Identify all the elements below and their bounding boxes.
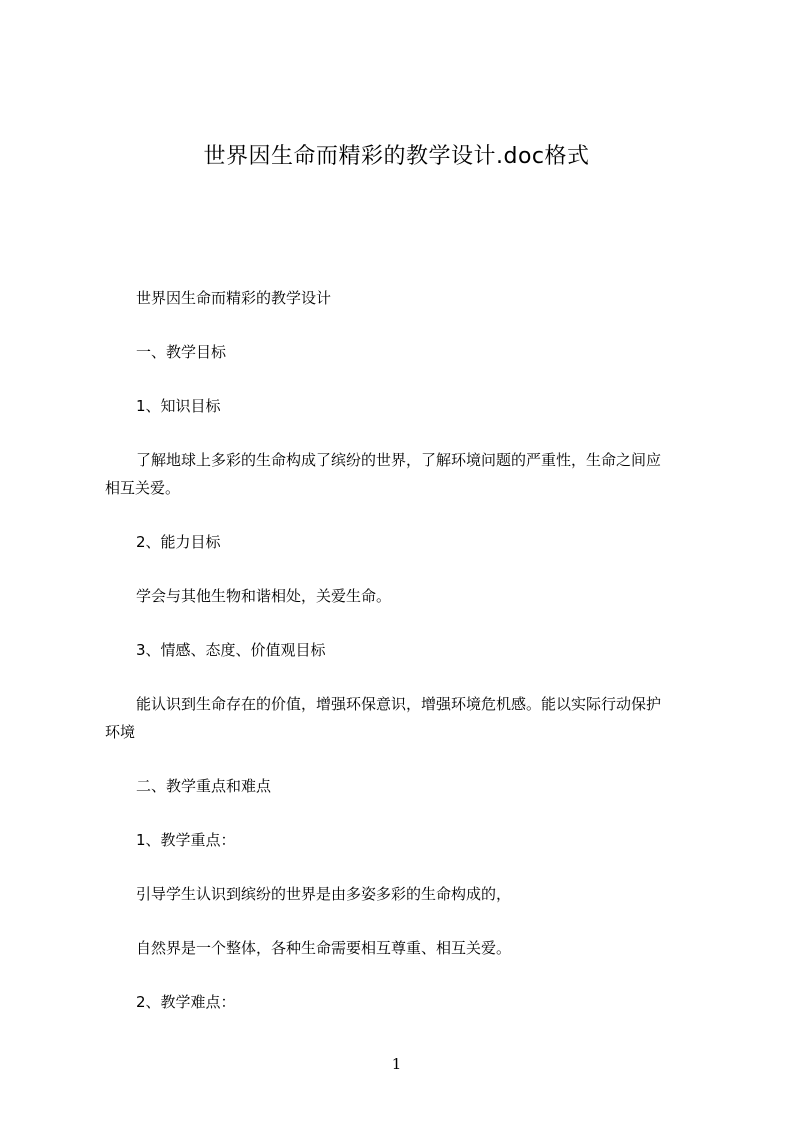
subheading-ability-objective: 2、能力目标: [136, 533, 221, 551]
page-number: 1: [391, 1055, 402, 1073]
paragraph-subtitle: 世界因生命而精彩的教学设计: [136, 289, 332, 307]
paragraph-focus-content-1: 引导学生认识到缤纷的世界是由多姿多彩的生命构成的，: [136, 885, 512, 903]
paragraph-knowledge-line1: 了解地球上多彩的生命构成了缤纷的世界，了解环境问题的严重性，生命之间应: [136, 451, 662, 469]
section-heading-objectives: 一、教学目标: [136, 343, 227, 361]
subheading-teaching-difficulty: 2、教学难点：: [136, 993, 236, 1011]
paragraph-focus-content-2: 自然界是一个整体，各种生命需要相互尊重、相互关爱。: [136, 939, 512, 957]
paragraph-knowledge-line2: 相互关爱。: [105, 479, 181, 497]
paragraph-emotion-content: [105, 690, 711, 746]
subheading-teaching-focus: 1、教学重点：: [136, 831, 236, 849]
subheading-knowledge-objective: 1、知识目标: [136, 397, 221, 415]
paragraph-ability-content: 学会与其他生物和谐相处，关爱生命。: [136, 587, 392, 605]
paragraph-emotion-line2: 环境: [105, 723, 136, 741]
document-title: 世界因生命而精彩的教学设计.doc格式: [203, 144, 590, 169]
section-heading-key-points: 二、教学重点和难点: [136, 777, 272, 795]
document-body: [105, 284, 711, 1016]
paragraph-emotion-line1: 能认识到生命存在的价值，增强环保意识，增强环境危机感。能以实际行动保护: [136, 695, 662, 713]
paragraph-knowledge-content: [105, 446, 711, 502]
subheading-emotion-objective: 3、情感、态度、价值观目标: [136, 641, 326, 659]
